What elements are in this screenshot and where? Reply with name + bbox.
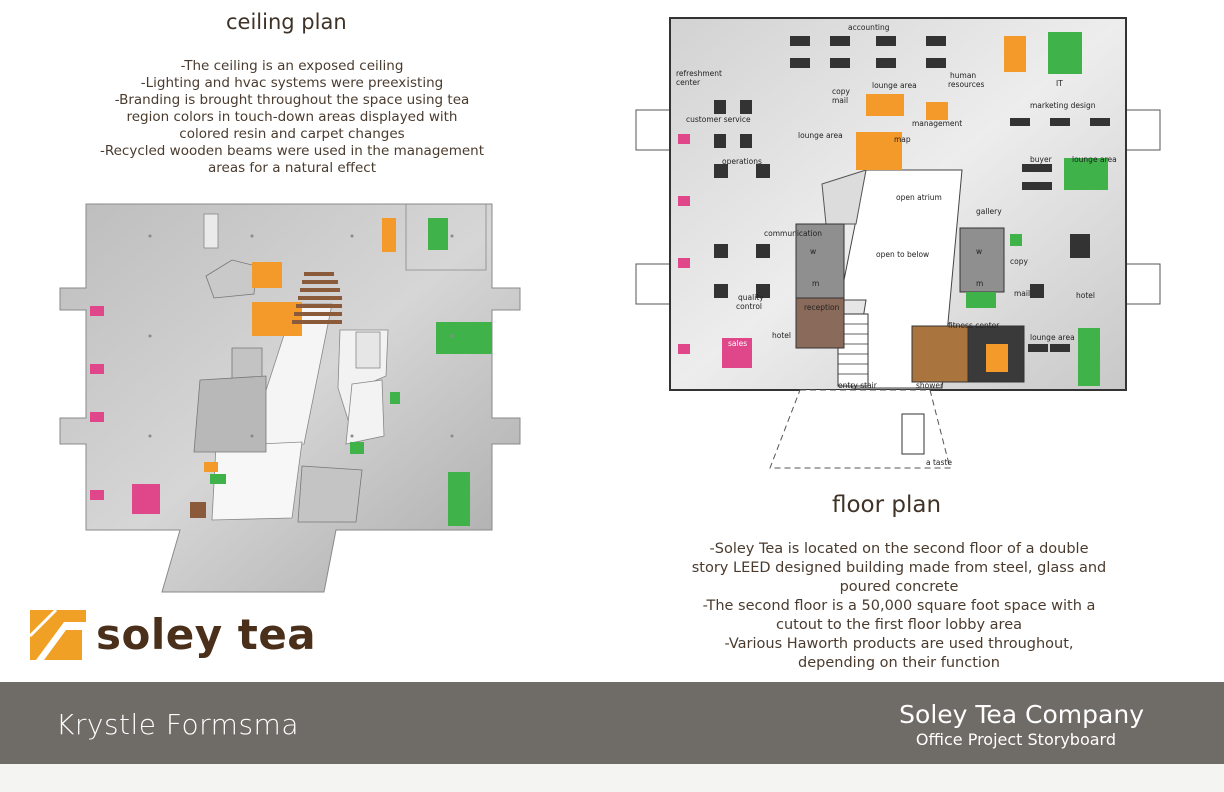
floor-shower-orange [986, 344, 1008, 372]
ceiling-note-line: colored resin and carpet changes [179, 126, 405, 142]
ceiling-green-accent [428, 218, 448, 250]
floor-label-copy-mail-2: mail [832, 96, 849, 105]
ceiling-fixture [204, 214, 218, 248]
floor-green-accent [966, 292, 996, 308]
ceiling-note-line: -Recycled wooden beams were used in the management [99, 143, 485, 159]
floor-label-it: IT [1056, 79, 1063, 88]
floor-label-refreshment: refreshment [676, 69, 722, 78]
floor-orange-accent [926, 102, 948, 120]
bottom-strip [0, 764, 1224, 792]
floor-fitness-center [912, 326, 968, 382]
ceiling-green-accent [436, 322, 492, 354]
floor-side-fin [1126, 264, 1160, 304]
ceiling-orange-accent [382, 218, 396, 252]
floor-plan-drawing [630, 14, 1164, 474]
ceiling-orange-accent [252, 302, 302, 336]
ceiling-ceiling-cloud [298, 466, 362, 522]
ceiling-note-line: -Branding is brought throughout the space using tea [114, 92, 470, 108]
ceiling-note-line: -Lighting and hvac systems were preexisting [140, 75, 444, 91]
floor-label-a-taste: a taste [926, 458, 952, 467]
floor-plan-title: floor plan [832, 492, 942, 518]
floor-label-center: center [676, 78, 701, 87]
floor-side-fin [1126, 110, 1160, 150]
floor-label-open-atrium: open atrium [896, 193, 942, 202]
floor-label-w: w [810, 247, 817, 256]
floor-label-open-to-below: open to below [876, 250, 930, 259]
floor-label-lounge-area-br: lounge area [1030, 333, 1075, 342]
ceiling-green-accent [210, 474, 226, 484]
floor-note-line: depending on their function [798, 655, 1000, 671]
ceiling-green-accent [350, 442, 364, 454]
floor-side-fin [636, 264, 670, 304]
floor-lower-stair [902, 414, 924, 454]
ceiling-note-line: region colors in touch-down areas displayed with [126, 109, 458, 125]
ceiling-pink-accent [132, 484, 160, 514]
floor-label-mail: mail [1014, 289, 1031, 298]
floor-side-fin [636, 110, 670, 150]
floor-label-human: human [950, 71, 977, 80]
floor-label-entry-stair: entry stair [838, 381, 877, 390]
floor-label-operations: operations [722, 157, 762, 166]
ceiling-ceiling-cloud [194, 376, 266, 452]
floor-green-accent [1078, 328, 1100, 386]
floor-label-accounting: accounting [848, 23, 890, 32]
floor-label-sales: sales [728, 339, 748, 348]
ceiling-pink-accent [90, 412, 104, 422]
ceiling-plan-title: ceiling plan [226, 10, 347, 34]
soley-tea-logo-icon [26, 606, 90, 664]
floor-label-hotel-left: hotel [772, 331, 791, 340]
floor-note-line: cutout to the first floor lobby area [776, 617, 1022, 633]
storyboard-subtitle: Office Project Storyboard [915, 730, 1116, 749]
ceiling-void [346, 380, 384, 444]
floor-label-communication: communication [764, 229, 823, 238]
floor-label-m: m [812, 279, 820, 288]
floor-label-shower: shower [916, 381, 944, 390]
floor-label-fitness-center: fitness center [948, 321, 1000, 330]
floor-plan-notes [660, 540, 1138, 673]
floor-label-copy-mail-1: copy [832, 87, 850, 96]
ceiling-pink-accent [90, 306, 104, 316]
ceiling-pink-accent [90, 490, 104, 500]
floor-label-resources: resources [948, 80, 985, 89]
floor-label-reception: reception [804, 303, 840, 312]
ceiling-fixture [356, 332, 380, 368]
ceiling-orange-accent [252, 262, 282, 288]
ceiling-note-line: areas for a natural effect [207, 160, 377, 176]
floor-note-line: -The second floor is a 50,000 square foot space with a [702, 598, 1096, 614]
floor-label-gallery: gallery [976, 207, 1002, 216]
ceiling-green-accent [448, 472, 470, 526]
floor-note-line: story LEED designed building made from steel, glass and [691, 560, 1107, 576]
floor-label-management: management [912, 119, 963, 128]
floor-label-hotel-right: hotel [1076, 291, 1095, 300]
floor-green-accent [1010, 234, 1022, 246]
floor-label-control: control [736, 302, 762, 311]
ceiling-brown-accent [190, 502, 206, 518]
ceiling-note-line: -The ceiling is an exposed ceiling [180, 58, 404, 74]
floor-label-w: w [976, 247, 983, 256]
floor-label-customer-service: customer service [686, 115, 751, 124]
floor-label-copy: copy [1010, 257, 1028, 266]
floor-label-lounge-area-top: lounge area [872, 81, 917, 90]
floor-label-quality: quality [738, 293, 764, 302]
ceiling-pink-accent [90, 364, 104, 374]
floor-green-accent [1048, 32, 1082, 74]
ceiling-plan-drawing [56, 200, 526, 600]
floor-orange-accent [866, 94, 904, 116]
floor-label-buyer: buyer [1030, 155, 1052, 164]
floor-label-lounge-area-right: lounge area [1072, 155, 1117, 164]
author-name: Krystle Formsma [56, 708, 299, 741]
floor-label-map: map [894, 135, 911, 144]
ceiling-plan-notes [70, 58, 514, 177]
floor-note-line: poured concrete [839, 579, 959, 595]
floor-label-marketing-design: marketing design [1030, 101, 1096, 110]
floor-label-m: m [976, 279, 984, 288]
floor-orange-accent [1004, 36, 1026, 72]
company-title: Soley Tea Company [899, 700, 1144, 729]
ceiling-orange-accent [204, 462, 218, 472]
floor-label-lounge-area-left: lounge area [798, 131, 843, 140]
brand-logo-text: soley tea [96, 610, 317, 659]
floor-note-line: -Soley Tea is located on the second floor of a double [709, 541, 1089, 557]
floor-note-line: -Various Haworth products are used throughout, [724, 636, 1074, 652]
ceiling-green-accent [390, 392, 400, 404]
